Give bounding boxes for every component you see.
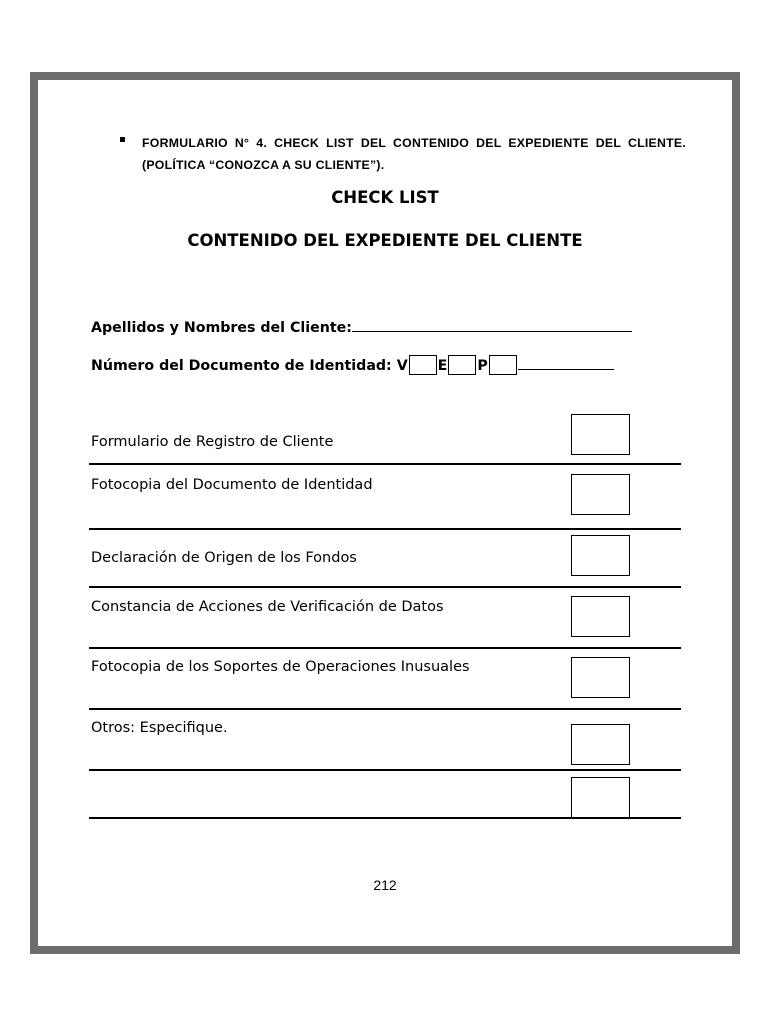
id-number-line[interactable] — [518, 355, 614, 370]
client-name-line[interactable] — [352, 317, 632, 332]
row-divider — [89, 586, 681, 588]
client-name-label: Apellidos y Nombres del Cliente: — [91, 320, 352, 336]
checklist-item-otros: Otros: Especifique. — [91, 720, 228, 736]
checkbox-origen-fondos[interactable] — [571, 535, 630, 576]
checklist-item-documento-identidad: Fotocopia del Documento de Identidad — [91, 477, 373, 493]
heading-expediente: CONTENIDO DEL EXPEDIENTE DEL CLIENTE — [187, 231, 583, 250]
id-number-label: Número del Documento de Identidad: — [91, 358, 392, 374]
checkbox-extra[interactable] — [571, 777, 630, 818]
client-name-field — [91, 317, 632, 336]
id-type-e-label: E — [437, 358, 448, 374]
checkbox-verificacion-datos[interactable] — [571, 596, 630, 637]
id-type-v-checkbox[interactable] — [409, 355, 437, 375]
row-divider — [89, 463, 681, 465]
checklist-item-registro: Formulario de Registro de Cliente — [91, 434, 334, 450]
row-divider — [89, 528, 681, 530]
bullet-icon — [120, 137, 125, 142]
checkbox-otros[interactable] — [571, 724, 630, 765]
id-type-p-label: P — [477, 358, 488, 374]
row-divider — [89, 708, 681, 710]
id-type-p-checkbox[interactable] — [489, 355, 517, 375]
row-divider — [89, 769, 681, 771]
checkbox-registro[interactable] — [571, 414, 630, 455]
checklist-item-operaciones-inusuales: Fotocopia de los Soportes de Operaciones Inusuales — [91, 659, 470, 675]
page-number: 212 — [373, 877, 397, 893]
checklist-item-verificacion-datos: Constancia de Acciones de Verificación de Datos — [91, 599, 444, 615]
heading-check-list: CHECK LIST — [331, 188, 439, 207]
id-number-field — [91, 355, 614, 375]
page-frame — [30, 72, 740, 954]
checkbox-operaciones-inusuales[interactable] — [571, 657, 630, 698]
id-type-e-checkbox[interactable] — [448, 355, 476, 375]
form-intro-text: FORMULARIO N° 4. CHECK LIST DEL CONTENIDO DEL EXPEDIENTE DEL CLIENTE. (POLÍTICA “CONOZCA A SU CLIENTE”). — [142, 136, 686, 172]
checkbox-documento-identidad[interactable] — [571, 474, 630, 515]
row-divider — [89, 647, 681, 649]
row-divider — [89, 817, 681, 819]
id-type-v-label: V — [396, 358, 408, 374]
checklist-item-origen-fondos: Declaración de Origen de los Fondos — [91, 550, 357, 566]
